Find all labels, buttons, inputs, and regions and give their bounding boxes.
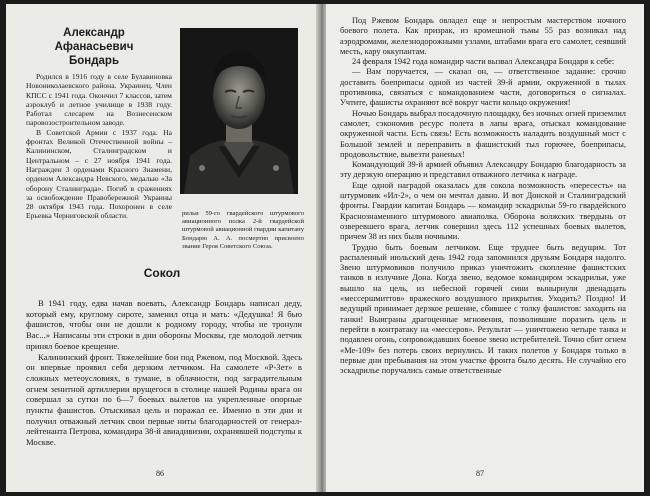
body-paragraph: Командующий 39-й армией объявил Александру Бондарю благодарность за эту дерзкую операцию и представил отважного летчика к награде. bbox=[340, 160, 626, 180]
bio-paragraph: В Советской Армии с 1937 года. На фронтах Великой Отечественной войны – Калининском, Сталинградском и Центральном – с 27 ноября 1941 года. Награжден 3 орденами Красного Знамени, орденом Александра Невского, медалью «За оборону Сталинграда». Погиб в сражениях за освобождение Правобережной Украины 28 октября 1943 года. Похоронен в селе Ерьевка Черниговской области. bbox=[26, 127, 172, 221]
bio-paragraph: Родился в 1916 году в селе Булавиновка Новониколаевского района. Украинец. Член КПСС с 1941 года. Окончил 7 классов, затем аэроклуб и летное училище в 1938 году. Работал слесарем на Вознесенском паровозостроительном заводе. bbox=[26, 72, 172, 128]
section-title: Сокол bbox=[143, 266, 181, 280]
page-number: 87 bbox=[476, 469, 484, 478]
body-paragraph: Еще одной наградой оказалась для сокола возможность «пересесть» на штурмовик «Ил-2», о чем он мечтал давно. И вот Донской и Сталинградский фронты. Гвардии капитан Бондарь — командир эскадрильи 59-го гвардейского Краснознаменного штурмового авиаполка. Оборона волжских твердынь от озверевшего врага, летчик совершил здесь 112 успешных боевых вылетов, причем 38 из них были ночными. bbox=[340, 180, 626, 242]
body-paragraph: 24 февраля 1942 года командир части вызвал Александра Бондаря к себе: bbox=[352, 57, 615, 67]
last-name: Бондарь bbox=[68, 55, 120, 67]
first-name: Александр bbox=[63, 27, 125, 39]
left-body-text bbox=[26, 298, 302, 448]
hero-name-heading bbox=[30, 26, 158, 68]
patronymic: Афанасьевич bbox=[54, 41, 134, 53]
left-page bbox=[6, 4, 318, 492]
portrait-illustration bbox=[180, 28, 298, 194]
right-body-text bbox=[340, 16, 626, 376]
body-paragraph: — Вам поручается, — сказал он, — ответственное задание: срочно доставить боеприпасы одной из частей 39-й армии, окруженной в тылах противника, связаться с командованием части, договориться о сигналах. Учтите, фашисты охраняют всё вокруг части кольцо окружения! bbox=[340, 67, 626, 108]
portrait-photo bbox=[180, 28, 298, 194]
body-paragraph: Ночью Бондарь выбрал посадочную площадку, без ночных огней приземлил самолет, сэкономив ресурс полета в лапы врага, отыскал командование окруженной части. Есть связь! Есть возможность наладить воздушный мост с Большой землей и переправить в фашистский тыл горючее, боеприпасы, продовольствие, вывезти раненых! bbox=[340, 108, 626, 159]
page-number: 86 bbox=[156, 469, 164, 478]
right-page bbox=[326, 4, 644, 492]
body-paragraph: Под Ржевом Бондарь овладел еще и непростым мастерством ночного боевого полета. Как призрак, из кромешной тьмы 55 раз возникал над аэродромами, железнодорожными узлами, штабами врага его самолет, сеявший месть, кару оккупантам. bbox=[340, 16, 626, 56]
photo-caption: рильи 59-го гвардейского штурмового авиационного полка 2-й гвардейской штурмовой авиационной гвардии капитану Бондарю А. А. посмертно присвоено звание Героя Советского Союза. bbox=[182, 210, 304, 250]
body-paragraph: Трудно быть боевым летчиком. Еще труднее быть ведущим. Тот распаленный июльский день 1942 года запомнился друзьям Бондаря надолго. Звено штурмовиков получило приказ уничтожить скопление фашистских танков в излучине Дона. Когда звено, ведомое командиром эскадрильи, уже вышло на цель, из небесной горячей сини вынырнули двенадцать «мессершмиттов» вражеского воздушного прикрытия. Уходить? Поздно! И ведущий принимает дерзкое решение, сбившее с толку фашистов: заходить на танки! Выиграны драгоценные мгновения, позволившие поразить цель и перейти в контратаку на «мессеров». Результат — уничтожено четыре танка и подавлен огонь, сопровождавших боевое звено истребителей. Точно сбит огнем «Ме-109» без потерь своих вернулись. И таких полетов у Бондаря только в первые дни пребывания на этом участке фронта было десять. Не случайно его эскадрилье поручались самые ответственные bbox=[340, 242, 626, 376]
bio-column bbox=[26, 72, 172, 221]
body-paragraph: Калининский фронт. Тяжелейшие бои под Ржевом, под Москвой. Здесь он впервые проявил себя дерзким летчиком. На самолете «Р-Зет» в сложных метеоусловиях, в тумане, в облачности, под заградительным огнем зенитной артиллерии врущегося в столице нашей Родины врага он совершал за сутки по 6—7 боевых вылетов на укрепленные опорные пункты фашистов. Отыскивал цель и поражал ее. Именно в эти дни и получил отважный летчик свои первые ниты благодарностей от генерал-лейтенанта Петрова, командира 38-й авиадивизии, охранявшей подступы к Москве. bbox=[26, 351, 302, 448]
body-paragraph: В 1941 году, едва начав воевать, Александр Бондарь написал деду, который ему, круглому сироте, заменил отца и мать: «Дедушка! Я бью фашистов, чтобы они не дошли к родному городу, чтобы не тронули Вас...» Написаны эти строки в дни обороны Москвы, где молодой летчик принял боевое крещение. bbox=[26, 298, 302, 351]
